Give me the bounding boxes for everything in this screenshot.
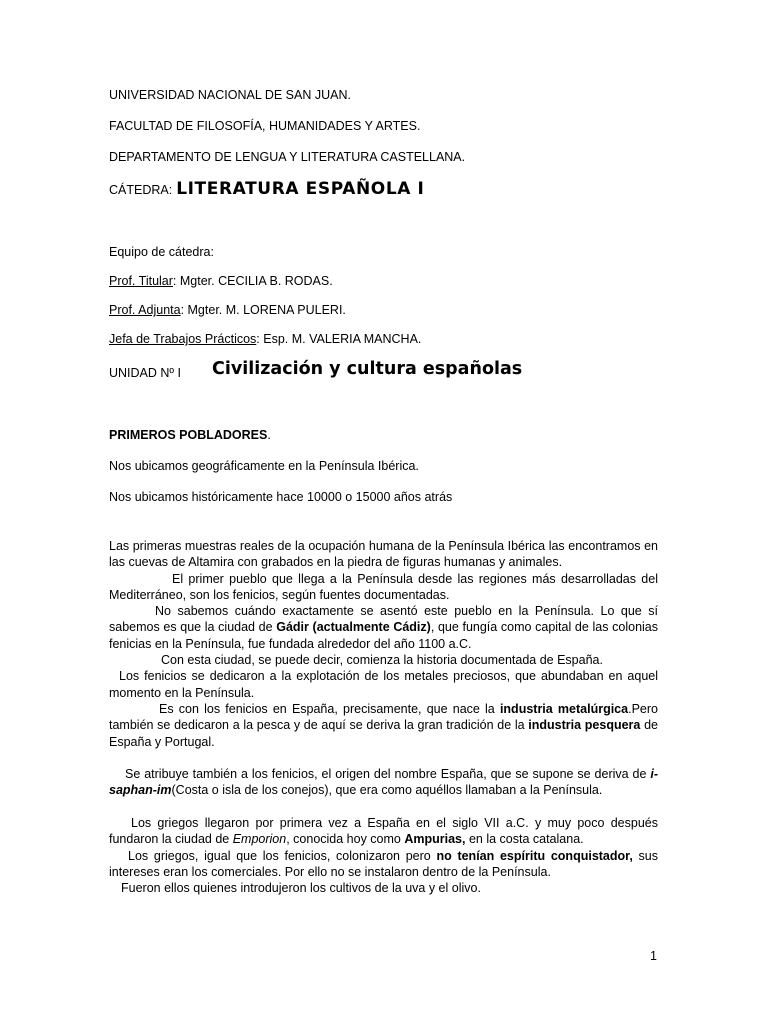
section-heading-period: . — [267, 428, 271, 442]
paragraph-6-c: .Pero también se dedicaron a la pesca y de aquí se deriva la gran tradición de la — [109, 701, 658, 733]
paragraph-7-c: (Costa o isla de los conejos), que era como aquéllos llamaban a la Península. — [171, 783, 603, 798]
titular-line — [109, 273, 333, 289]
unit-title: Civilización y cultura españolas — [212, 359, 523, 379]
team-heading: Equipo de cátedra: — [109, 245, 214, 259]
titular-role: Prof. Titular — [109, 274, 173, 288]
unit-line — [109, 359, 523, 381]
jtp-role: Jefa de Trabajos Prácticos — [109, 332, 257, 346]
paragraph-3-c: , que fungía como capital de las colonias fenicias en la Península, fue fundada alrededor del año 1100 a.C. — [109, 620, 658, 651]
paragraph-block-1 — [109, 538, 658, 750]
jtp-name: : Esp. M. VALERIA MANCHA. — [256, 332, 422, 346]
adjunta-role: Prof. Adjunta — [109, 303, 181, 317]
paragraph-6-bold-1: industria metalúrgica — [499, 701, 629, 716]
paragraph-7-term: i-saphan-im — [109, 767, 658, 798]
paragraph-9-a: Los griegos, igual que los fenicios, colonizaron pero — [128, 848, 437, 863]
faculty-line: FACULTAD DE FILOSOFÍA, HUMANIDADES Y ARTES. — [109, 119, 421, 133]
paragraph-block-3 — [109, 815, 658, 896]
catedra-title: LITERATURA ESPAÑOLA I — [176, 179, 425, 199]
paragraph-9-c: sus intereses eran los comerciales. Por ello no se instalaron dentro de la Península. — [109, 848, 658, 879]
paragraph-6-bold-2: industria pesquera — [528, 718, 641, 733]
unit-label: UNIDAD Nº I — [109, 366, 181, 380]
paragraph-8-e: en la costa catalana. — [465, 832, 584, 847]
paragraph-6-a: Es con los fenicios en España, precisamente, que nace la — [159, 701, 500, 716]
department-line: DEPARTAMENTO DE LENGUA Y LITERATURA CASTELLANA. — [109, 150, 466, 164]
geo-line: Nos ubicamos geográficamente en la Península Ibérica. — [109, 459, 419, 473]
hist-line: Nos ubicamos históricamente hace 10000 o 15000 años atrás — [109, 490, 453, 504]
paragraph-8-bold: Ampurias, — [404, 832, 466, 847]
adjunta-name: : Mgter. M. LORENA PULERI. — [180, 303, 346, 317]
catedra-line — [109, 181, 425, 198]
paragraph-7 — [109, 766, 658, 799]
paragraph-6-e: de España y Portugal. — [109, 718, 658, 749]
paragraph-3-a: No sabemos cuándo exactamente se asentó este pueblo en la Península. Lo que sí sabemos es que la ciudad de — [109, 604, 658, 635]
adjunta-line — [109, 302, 346, 318]
paragraph-8-c: , conocida hoy como — [286, 832, 405, 847]
paragraph-10: Fueron ellos quienes introdujeron los cultivos de la uva y el olivo. — [121, 881, 481, 896]
page-number: 1 — [650, 949, 657, 963]
paragraph-block-2 — [109, 766, 658, 799]
university-line: UNIVERSIDAD NACIONAL DE SAN JUAN. — [109, 88, 351, 102]
jtp-line — [109, 331, 421, 347]
catedra-label: CÁTEDRA: — [109, 183, 173, 197]
paragraph-5: Los fenicios se dedicaron a la explotación de los metales preciosos, que abundaban en aquel momento en la Península. — [109, 669, 658, 700]
titular-name: : Mgter. CECILIA B. RODAS. — [172, 274, 333, 288]
paragraph-6 — [109, 701, 658, 750]
paragraph-8-a: Los griegos llegaron por primera vez a España en el siglo VII a.C. y muy poco después fundaron la ciudad de — [109, 816, 658, 847]
paragraph-3 — [109, 603, 658, 652]
section-heading-text: PRIMEROS POBLADORES — [109, 428, 268, 442]
section-heading — [109, 427, 271, 443]
paragraph-3-bold: Gádir (actualmente Cádiz) — [276, 620, 431, 635]
paragraph-8 — [109, 815, 658, 848]
paragraph-9 — [109, 848, 658, 881]
paragraph-1: Las primeras muestras reales de la ocupación humana de la Península Ibérica las encontramos en las cuevas de Altamira con grabados en la piedra de figuras humanas y animales. — [109, 539, 658, 570]
paragraph-2: El primer pueblo que llega a la Península desde las regiones más desarrolladas del Mediterráneo, son los fenicios, según fuentes documentadas. — [109, 571, 658, 602]
paragraph-8-city: Emporion — [232, 832, 287, 847]
paragraph-4: Con esta ciudad, se puede decir, comienza la historia documentada de España. — [161, 653, 603, 668]
paragraph-9-bold: no tenían espíritu conquistador, — [436, 848, 633, 863]
paragraph-7-a: Se atribuye también a los fenicios, el origen del nombre España, que se supone se deriva de — [125, 767, 651, 781]
